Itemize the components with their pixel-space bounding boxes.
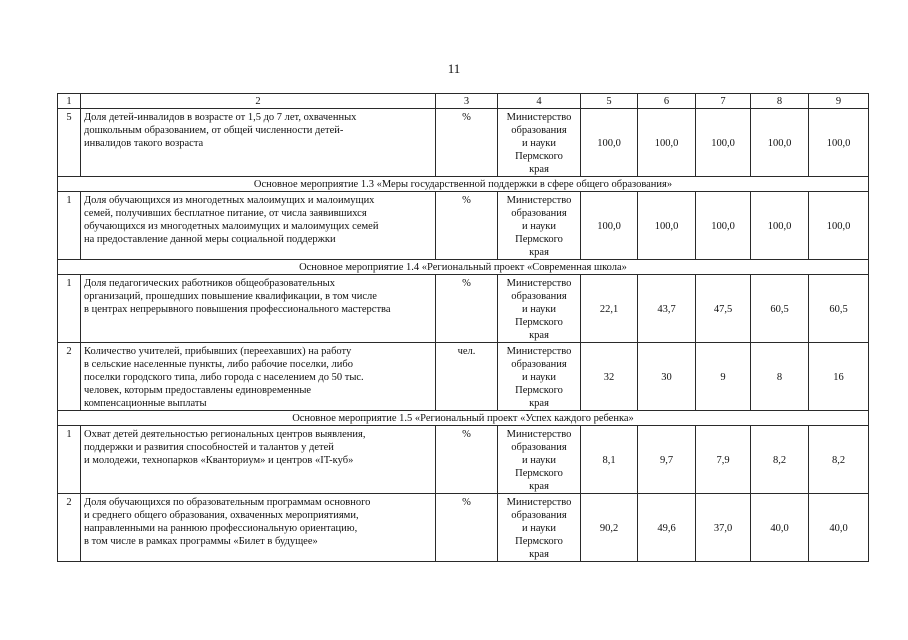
value-cell: 100,0 xyxy=(751,109,809,177)
unit-cell: % xyxy=(436,494,498,562)
value-cell: 100,0 xyxy=(696,109,751,177)
table-header-row xyxy=(58,94,869,109)
value-cell: 8,1 xyxy=(581,426,638,494)
row-number: 2 xyxy=(58,494,81,562)
indicator-line: организаций, прошедших повышение квалификации, в том числе xyxy=(84,291,377,302)
indicator-line: инвалидов такого возраста xyxy=(84,138,204,149)
value-cell: 22,1 xyxy=(581,275,638,343)
value-cell: 30 xyxy=(638,343,696,411)
value-cell: 100,0 xyxy=(581,192,638,260)
value-cell: 8,2 xyxy=(809,426,869,494)
responsible-line: края xyxy=(529,398,549,409)
value-cell: 9,7 xyxy=(638,426,696,494)
value-cell: 32 xyxy=(581,343,638,411)
responsible-line: и науки xyxy=(522,221,556,232)
indicator-line: Доля обучающихся по образовательным программам основного xyxy=(84,497,371,508)
responsible-cell xyxy=(498,494,581,562)
header-cell-4: 4 xyxy=(498,94,581,109)
indicator-line: обучающихся из многодетных малоимущих и малоимущих семей xyxy=(84,221,379,232)
value-cell: 16 xyxy=(809,343,869,411)
indicator-line: в центрах непрерывного повышения профессионального мастерства xyxy=(84,304,391,315)
indicator-name xyxy=(81,426,436,494)
indicator-line: на предоставление данной меры социальной поддержки xyxy=(84,234,336,245)
indicator-name xyxy=(81,494,436,562)
responsible-line: Пермского xyxy=(515,151,563,162)
value-cell: 100,0 xyxy=(751,192,809,260)
value-cell: 40,0 xyxy=(751,494,809,562)
responsible-line: Министерство xyxy=(506,195,572,206)
responsible-line: Министерство xyxy=(506,278,572,289)
value-cell: 49,6 xyxy=(638,494,696,562)
row-number: 1 xyxy=(58,192,81,260)
responsible-line: образования xyxy=(511,442,567,453)
section-row xyxy=(58,177,869,192)
responsible-line: Пермского xyxy=(515,317,563,328)
responsible-line: образования xyxy=(511,208,567,219)
indicator-line: Доля детей-инвалидов в возрасте от 1,5 до 7 лет, охваченных xyxy=(84,112,357,123)
indicator-line: дошкольным образованием, от общей численности детей- xyxy=(84,125,344,136)
header-cell-9: 9 xyxy=(809,94,869,109)
value-cell: 40,0 xyxy=(809,494,869,562)
section-row xyxy=(58,260,869,275)
responsible-cell xyxy=(498,426,581,494)
indicator-line: направленными на раннюю профессиональную ориентацию, xyxy=(84,523,358,534)
indicator-line: семей, получивших бесплатное питание, от числа заявившихся xyxy=(84,208,367,219)
header-cell-7: 7 xyxy=(696,94,751,109)
row-number: 1 xyxy=(58,275,81,343)
table-body xyxy=(58,94,869,562)
table-row xyxy=(58,275,869,343)
responsible-line: и науки xyxy=(522,455,556,466)
responsible-cell xyxy=(498,109,581,177)
indicator-line: компенсационные выплаты xyxy=(84,398,207,409)
responsible-line: Пермского xyxy=(515,468,563,479)
header-cell-5: 5 xyxy=(581,94,638,109)
responsible-line: и науки xyxy=(522,304,556,315)
responsible-line: и науки xyxy=(522,372,556,383)
responsible-line: края xyxy=(529,481,549,492)
indicator-name xyxy=(81,192,436,260)
value-cell: 43,7 xyxy=(638,275,696,343)
responsible-cell xyxy=(498,192,581,260)
responsible-line: края xyxy=(529,330,549,341)
header-cell-2: 2 xyxy=(81,94,436,109)
indicator-line: Количество учителей, прибывших (переехавших) на работу xyxy=(84,346,352,357)
section-title: Основное мероприятие 1.5 «Региональный проект «Успех каждого ребенка» xyxy=(58,411,869,426)
responsible-line: края xyxy=(529,549,549,560)
value-cell: 100,0 xyxy=(581,109,638,177)
responsible-line: образования xyxy=(511,125,567,136)
indicator-line: в том числе в рамках программы «Билет в будущее» xyxy=(84,536,318,547)
row-number: 1 xyxy=(58,426,81,494)
unit-cell: % xyxy=(436,192,498,260)
responsible-line: Министерство xyxy=(506,497,572,508)
value-cell: 7,9 xyxy=(696,426,751,494)
unit-cell: чел. xyxy=(436,343,498,411)
responsible-line: Пермского xyxy=(515,385,563,396)
table-row xyxy=(58,494,869,562)
value-cell: 90,2 xyxy=(581,494,638,562)
indicator-line: и молодежи, технопарков «Кванториум» и центров «IT-куб» xyxy=(84,455,354,466)
value-cell: 47,5 xyxy=(696,275,751,343)
responsible-line: края xyxy=(529,247,549,258)
value-cell: 60,5 xyxy=(751,275,809,343)
value-cell: 100,0 xyxy=(809,192,869,260)
section-title: Основное мероприятие 1.4 «Региональный проект «Современная школа» xyxy=(58,260,869,275)
indicator-line: Доля педагогических работников общеобразовательных xyxy=(84,278,335,289)
indicator-line: Охват детей деятельностью региональных центров выявления, xyxy=(84,429,366,440)
value-cell: 8,2 xyxy=(751,426,809,494)
header-cell-3: 3 xyxy=(436,94,498,109)
header-cell-6: 6 xyxy=(638,94,696,109)
unit-cell: % xyxy=(436,426,498,494)
value-cell: 8 xyxy=(751,343,809,411)
responsible-line: Пермского xyxy=(515,536,563,547)
responsible-line: образования xyxy=(511,510,567,521)
responsible-cell xyxy=(498,275,581,343)
responsible-line: и науки xyxy=(522,523,556,534)
indicator-line: Доля обучающихся из многодетных малоимущих и малоимущих xyxy=(84,195,375,206)
responsible-line: образования xyxy=(511,291,567,302)
responsible-line: и науки xyxy=(522,138,556,149)
page-number: 11 xyxy=(447,61,461,76)
unit-cell: % xyxy=(436,109,498,177)
unit-cell: % xyxy=(436,275,498,343)
indicator-line: и среднего общего образования, охваченных мероприятиями, xyxy=(84,510,359,521)
table-row xyxy=(58,426,869,494)
indicator-name xyxy=(81,275,436,343)
indicator-name xyxy=(81,343,436,411)
indicators-table xyxy=(57,93,869,562)
row-number: 2 xyxy=(58,343,81,411)
responsible-cell xyxy=(498,343,581,411)
indicator-name xyxy=(81,109,436,177)
indicator-line: поселки городского типа, либо города с населением до 50 тыс. xyxy=(84,372,364,383)
responsible-line: Министерство xyxy=(506,346,572,357)
section-title: Основное мероприятие 1.3 «Меры государственной поддержки в сфере общего образования» xyxy=(58,177,869,192)
row-number: 5 xyxy=(58,109,81,177)
section-row xyxy=(58,411,869,426)
indicator-line: поддержки и развития способностей и талантов у детей xyxy=(84,442,334,453)
value-cell: 100,0 xyxy=(809,109,869,177)
header-cell-8: 8 xyxy=(751,94,809,109)
responsible-line: образования xyxy=(511,359,567,370)
value-cell: 9 xyxy=(696,343,751,411)
responsible-line: Министерство xyxy=(506,429,572,440)
table-row xyxy=(58,192,869,260)
responsible-line: Министерство xyxy=(506,112,572,123)
header-cell-1: 1 xyxy=(58,94,81,109)
value-cell: 100,0 xyxy=(638,192,696,260)
indicator-line: человек, которым предоставлены единовременные xyxy=(84,385,312,396)
value-cell: 100,0 xyxy=(696,192,751,260)
table-row xyxy=(58,109,869,177)
value-cell: 37,0 xyxy=(696,494,751,562)
responsible-line: края xyxy=(529,164,549,175)
responsible-line: Пермского xyxy=(515,234,563,245)
indicator-line: в сельские населенные пункты, либо рабочие поселки, либо xyxy=(84,359,354,370)
value-cell: 100,0 xyxy=(638,109,696,177)
table-row xyxy=(58,343,869,411)
value-cell: 60,5 xyxy=(809,275,869,343)
